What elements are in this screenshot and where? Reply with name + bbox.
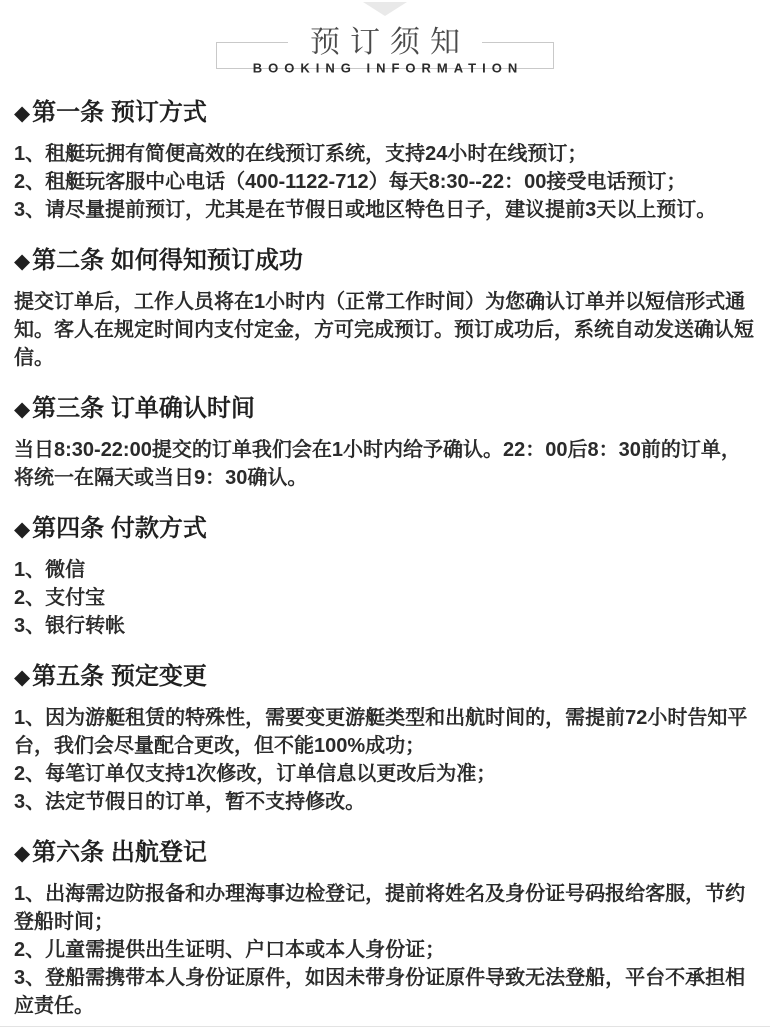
section-article-2: [14, 245, 756, 372]
list-item: 1、因为游艇租赁的特殊性，需要变更游艇类型和出航时间的，需提前72小时告知平台，我们会尽量配合更改，但不能100%成功；: [14, 707, 748, 757]
section-article-4: [14, 513, 756, 640]
section-body: [14, 880, 756, 1020]
list-item: 1、租艇玩拥有简便高效的在线预订系统，支持24小时在线预订；: [14, 143, 588, 165]
list-item: 1、微信: [14, 559, 86, 581]
section-heading-text: 第四条 付款方式: [32, 515, 207, 542]
list-item: 1、出海需边防报备和办理海事边检登记，提前将姓名及身份证号码报给客服，节约登船时间；: [14, 883, 746, 933]
list-item: 3、登船需携带本人身份证原件，如因未带身份证原件导致无法登船，平台不承担相应责任。: [14, 967, 746, 1017]
section-heading: [14, 245, 756, 277]
bottom-divider: [0, 1026, 770, 1027]
list-item: 2、儿童需提供出生证明、户口本或本人身份证；: [14, 939, 446, 961]
paragraph: 提交订单后，工作人员将在1小时内（正常工作时间）为您确认订单并以短信形式通知。客人在规定时间内支付定金，方可完成预订。预订成功后，系统自动发送确认短信。: [14, 291, 754, 369]
booking-notice-page: [0, 2, 770, 1033]
section-article-6: [14, 837, 756, 1020]
list-item: 3、请尽量提前预订，尤其是在节假日或地区特色日子，建议提前3天以上预订。: [14, 199, 717, 221]
list-item: 2、租艇玩客服中心电话（400-1122-712）每天8:30--22：00接受电话预订；: [14, 171, 687, 193]
diamond-bullet-icon: ◆: [14, 841, 31, 865]
section-article-3: [14, 393, 756, 492]
section-heading-text: 第五条 预定变更: [32, 663, 207, 690]
chevron-down-icon: [363, 2, 407, 16]
section-body: [14, 704, 756, 816]
section-article-5: [14, 661, 756, 816]
header-frame: [216, 26, 554, 76]
section-heading-text: 第二条 如何得知预订成功: [32, 247, 303, 274]
section-heading-text: 第三条 订单确认时间: [32, 395, 255, 422]
diamond-bullet-icon: ◆: [14, 665, 31, 689]
section-heading: [14, 513, 756, 545]
page-subtitle: BOOKING INFORMATION: [252, 60, 524, 76]
paragraph: 当日8:30-22:00提交的订单我们会在1小时内给予确认。22：00后8：30前的订单，将统一在隔天或当日9：30确认。: [14, 439, 741, 489]
section-body: [14, 556, 756, 640]
page-title: 预订须知: [288, 28, 482, 58]
section-heading: [14, 97, 756, 129]
list-item: 3、法定节假日的订单，暂不支持修改。: [14, 791, 366, 813]
diamond-bullet-icon: ◆: [14, 397, 31, 421]
section-heading-text: 第六条 出航登记: [32, 839, 207, 866]
diamond-bullet-icon: ◆: [14, 249, 31, 273]
diamond-bullet-icon: ◆: [14, 101, 31, 125]
list-item: 2、支付宝: [14, 587, 106, 609]
section-heading: [14, 661, 756, 693]
section-body: [14, 436, 756, 492]
section-heading: [14, 837, 756, 869]
section-article-1: [14, 97, 756, 224]
section-body: [14, 288, 756, 372]
list-item: 3、银行转帐: [14, 615, 126, 637]
section-body: [14, 140, 756, 224]
section-heading-text: 第一条 预订方式: [32, 99, 207, 126]
diamond-bullet-icon: ◆: [14, 517, 31, 541]
section-heading: [14, 393, 756, 425]
list-item: 2、每笔订单仅支持1次修改，订单信息以更改后为准；: [14, 763, 497, 785]
